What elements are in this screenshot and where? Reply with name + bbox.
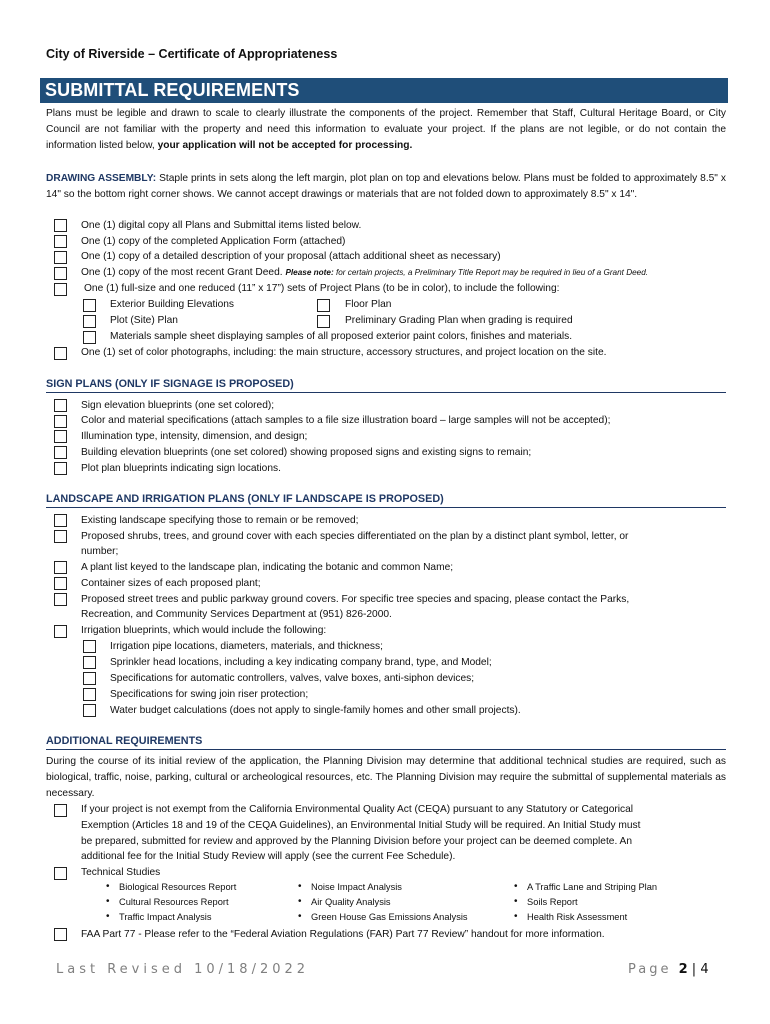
checkbox[interactable] (54, 514, 67, 527)
technical-studies-label: Technical Studies (81, 867, 161, 878)
grant-deed-text: One (1) copy of the most recent Grant Deed. (81, 267, 283, 278)
page-separator: | (687, 962, 701, 977)
checkbox[interactable] (54, 251, 67, 264)
page-current: 2 (678, 962, 688, 977)
study-item: • Biological Resources Report (119, 882, 236, 892)
plan-sub-item: Exterior Building Elevations (110, 299, 235, 310)
landscape-item-cont: number; (81, 546, 119, 557)
last-revised: Last Revised 10/18/2022 (56, 962, 310, 977)
checkbox[interactable] (83, 688, 96, 701)
study-item: • Cultural Resources Report (119, 897, 229, 907)
checkbox[interactable] (54, 561, 67, 574)
study-item: • Noise Impact Analysis (311, 882, 402, 892)
drawing-item: One (1) full-size and one reduced (11” x 17”) sets of Project Plans (to be in color), to include the following: (84, 283, 560, 294)
checkbox[interactable] (54, 804, 67, 817)
checkbox[interactable] (54, 399, 67, 412)
checkbox[interactable] (83, 640, 96, 653)
page-total: 4 (700, 962, 709, 977)
ceqa-text: additional fee for the Initial Study Review will apply (see the current Fee Schedule). (81, 851, 456, 862)
sign-plans-heading (46, 378, 726, 390)
checkbox[interactable] (54, 267, 67, 280)
irrigation-sub-item: Specifications for swing join riser protection; (110, 689, 309, 700)
landscape-item: Proposed street trees and public parkway ground covers. For specific tree species and spacing, please contact the Parks, (81, 594, 630, 605)
checkbox[interactable] (83, 704, 96, 717)
grant-deed-note (285, 268, 648, 277)
plan-sub-item: Plot (Site) Plan (110, 315, 178, 326)
checkbox[interactable] (54, 625, 67, 638)
checkbox[interactable] (317, 315, 330, 328)
faa-text: FAA Part 77 - Please refer to the “Federal Aviation Regulations (FAR) Part 77 Review” handout for more information. (81, 929, 605, 940)
checkbox[interactable] (54, 430, 67, 443)
ceqa-text: If your project is not exempt from the California Environmental Quality Act (CEQA) pursuant to any Statutory or Categorical (81, 804, 634, 815)
landscape-item: A plant list keyed to the landscape plan, indicating the botanic and common Name; (81, 562, 454, 573)
drawing-item: One (1) set of color photographs, including: the main structure, accessory structures, and project location on the site. (81, 347, 607, 358)
irrigation-sub-item: Sprinkler head locations, including a key indicating company brand, type, and Model; (110, 657, 492, 668)
checkbox[interactable] (317, 299, 330, 312)
sign-item: Color and material specifications (attach samples to a file size illustration board – large samples will not be accepted); (81, 415, 611, 426)
checkbox[interactable] (54, 593, 67, 606)
grant-note-label: Please note: (285, 268, 334, 277)
ceqa-text: be prepared, submitted for review and approved by the Planning Division before your project can be deemed complete. An (81, 836, 633, 847)
checkbox[interactable] (54, 577, 67, 590)
sign-plans-heading-text: SIGN PLANS (ONLY IF SIGNAGE IS PROPOSED) (46, 378, 294, 390)
page-number (628, 962, 709, 977)
study-item: • Air Quality Analysis (311, 897, 391, 907)
section-title-bar (40, 78, 728, 103)
checkbox[interactable] (54, 446, 67, 459)
drawing-item: One (1) copy of the completed Application Form (attached) (81, 236, 346, 247)
ceqa-text: Exemption (Articles 18 and 19 of the CEQA Guidelines), an Environmental Initial Study will be required. An Initial Study must (81, 820, 641, 831)
checkbox[interactable] (54, 867, 67, 880)
irrigation-sub-item: Specifications for automatic controllers, valves, valve boxes, anti-siphon devices; (110, 673, 475, 684)
sign-item: Plot plan blueprints indicating sign locations. (81, 463, 281, 474)
landscape-item: Container sizes of each proposed plant; (81, 578, 261, 589)
additional-paragraph: During the course of its initial review of the application, the Planning Division may determine that additional technical studies are required, such as biological, traffic, noise, parking, cultural or archeological resources, etc. The Planning Division may require the submittal of supplemental materials as necessary. (46, 756, 726, 799)
sign-item: Building elevation blueprints (one set colored) showing proposed signs and existing signs to remain; (81, 447, 532, 458)
drawing-assembly-label: DRAWING ASSEMBLY: (46, 173, 157, 184)
checkbox[interactable] (54, 928, 67, 941)
grant-note-text: for certain projects, a Preliminary Title Report may be required in lieu of a Grant Deed. (333, 268, 649, 277)
study-item: • Green House Gas Emissions Analysis (311, 912, 468, 922)
landscape-item: Existing landscape specifying those to remain or be removed; (81, 515, 359, 526)
additional-heading-text: ADDITIONAL REQUIREMENTS (46, 735, 203, 747)
intro-text: Plans must be legible and drawn to scale to clearly illustrate the components of the project. Remember that Staff, Cultural Heritage Board, or City Council are not familiar with the property and need this information to evaluate your project. If the plans are not legible, or do not contain the information listed below, (46, 108, 726, 151)
drawing-assembly-paragraph (46, 171, 726, 203)
landscape-item-cont: Recreation, and Community Services Department at (951) 826-2000. (81, 609, 392, 620)
heading-rule (46, 392, 726, 393)
checkbox[interactable] (54, 219, 67, 232)
drawing-assembly-text: Staple prints in sets along the left margin, plot plan on top and elevations below. Plans must be folded to approximately 8.5" x 14" so the bottom right corner shows. We cannot accept drawings or materials that are not folded down to approximately 8.5" x 14". (46, 173, 726, 200)
sign-item: Sign elevation blueprints (one set colored); (81, 400, 275, 411)
intro-warning: your application will not be accepted for processing. (157, 140, 413, 151)
checkbox[interactable] (83, 672, 96, 685)
landscape-heading-text: LANDSCAPE AND IRRIGATION PLANS (ONLY IF LANDSCAPE IS PROPOSED) (46, 493, 444, 505)
study-item: • Traffic Impact Analysis (119, 912, 211, 922)
checkbox[interactable] (83, 331, 96, 344)
drawing-item: One (1) copy of a detailed description of your proposal (attach additional sheet as necessary) (81, 251, 501, 262)
irrigation-sub-item: Water budget calculations (does not apply to single-family homes and other small projects). (110, 705, 521, 716)
study-item: • Soils Report (527, 897, 578, 907)
section-title: SUBMITTAL REQUIREMENTS (45, 80, 300, 100)
checkbox[interactable] (54, 283, 67, 296)
plan-sub-item: Floor Plan (345, 299, 392, 310)
study-item: • A Traffic Lane and Striping Plan (527, 882, 657, 892)
checkbox[interactable] (83, 315, 96, 328)
checkbox[interactable] (83, 656, 96, 669)
checkbox[interactable] (54, 530, 67, 543)
checkbox[interactable] (54, 235, 67, 248)
heading-rule (46, 749, 726, 750)
document-title: City of Riverside – Certificate of Appropriateness (46, 47, 338, 61)
checkbox[interactable] (54, 415, 67, 428)
checkbox[interactable] (54, 347, 67, 360)
page-label: Page (628, 962, 672, 977)
checkbox[interactable] (54, 462, 67, 475)
landscape-item: Proposed shrubs, trees, and ground cover with each species differentiated on the plan by a distinct plant symbol, letter, or (81, 531, 629, 542)
checkbox[interactable] (83, 299, 96, 312)
landscape-heading (46, 493, 726, 505)
irrigation-sub-item: Irrigation pipe locations, diameters, materials, and thickness; (110, 641, 383, 652)
additional-heading (46, 735, 726, 747)
landscape-item: Irrigation blueprints, which would include the following: (81, 625, 327, 636)
drawing-item-grant-deed (81, 265, 648, 280)
drawing-item: One (1) digital copy all Plans and Submittal items listed below. (81, 220, 362, 231)
sign-item: Illumination type, intensity, dimension, and design; (81, 431, 308, 442)
plan-sub-item: Preliminary Grading Plan when grading is required (345, 315, 573, 326)
heading-rule (46, 507, 726, 508)
intro-paragraph (46, 106, 726, 154)
plan-sub-item: Materials sample sheet displaying samples of all proposed exterior paint colors, finishes and materials. (110, 331, 573, 342)
study-item: • Health Risk Assessment (527, 912, 627, 922)
